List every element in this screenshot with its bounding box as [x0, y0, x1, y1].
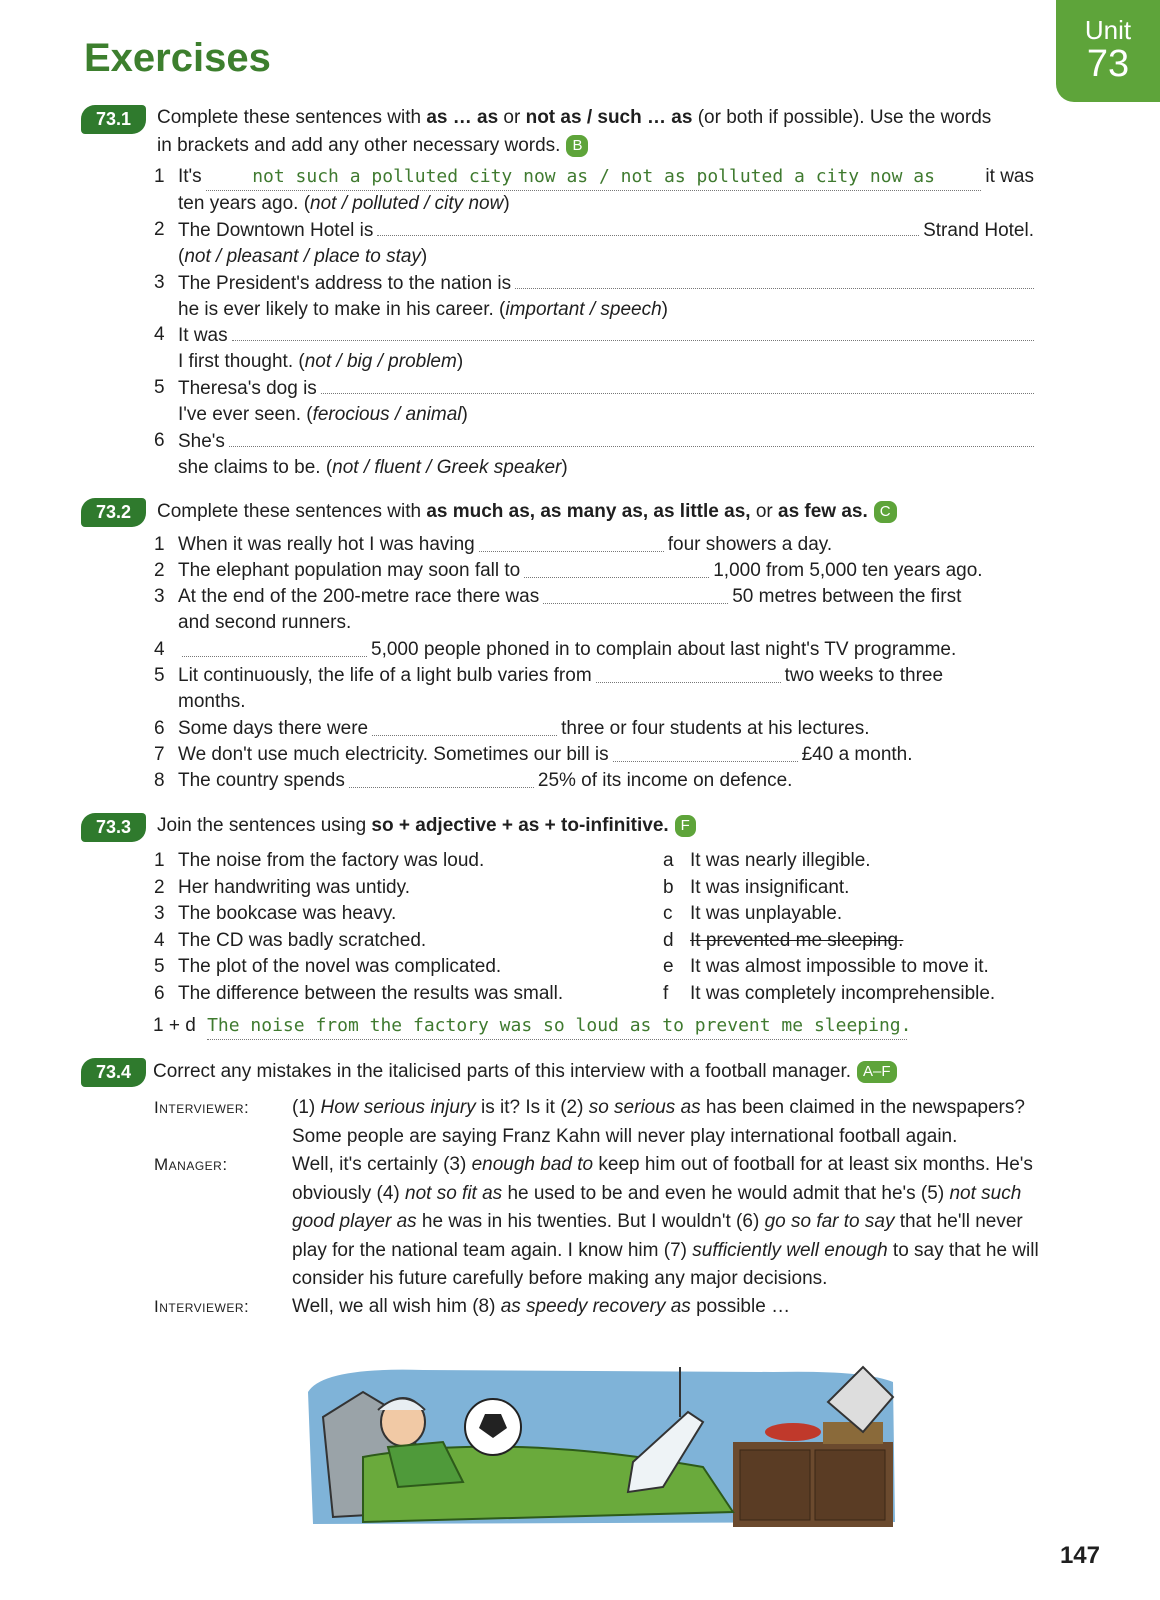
sentence-line — [178, 558, 983, 584]
instruction-text: Correct any mistakes in the italicised parts of this interview with a football manager. — [153, 1061, 852, 1082]
item-number: 6 — [154, 430, 165, 451]
sentence-text: She's — [178, 431, 225, 452]
item-number: 2 — [154, 219, 165, 240]
answer-blank[interactable] — [479, 533, 664, 552]
sentence-text: 5,000 people phoned in to complain about last night's TV programme. — [371, 639, 957, 660]
sentence-text: The plot of the novel was complicated. — [178, 956, 502, 977]
item-number: 1 — [154, 534, 165, 555]
sentence-text: At the end of the 200-metre race there was — [178, 586, 540, 607]
unit-tab — [1056, 0, 1160, 102]
football-boots — [765, 1423, 821, 1441]
item-letter: e — [663, 956, 674, 977]
speaker-interviewer: Interviewer: — [154, 1098, 250, 1117]
instruction-text: Complete these sentences with as … as or not as / such … as (or both if possible). Use the words in brackets and add any other necessary words. — [157, 107, 992, 156]
instruction-text: Join the sentences using so + adjective + as + to-infinitive. — [157, 815, 669, 836]
item-letter: b — [663, 876, 674, 898]
item-number: 8 — [154, 770, 165, 791]
example-label: 1 + d — [153, 1015, 196, 1036]
sentence-text: It was insignificant. — [690, 876, 850, 898]
sentence-line: she claims to be. (not / fluent / Greek speaker) — [178, 457, 568, 478]
sentence-text: The elephant population may soon fall to — [178, 560, 521, 581]
sentence-line — [178, 637, 956, 663]
item-number: 4 — [154, 324, 165, 345]
sentence-text: The noise from the factory was loud. — [178, 850, 485, 871]
sentence-line — [178, 217, 1034, 244]
item-letter: f — [663, 982, 669, 1004]
sentence-text: Some days there were — [178, 718, 369, 739]
sentence-text: three or four students at his lectures. — [561, 718, 870, 739]
exercise-instruction — [157, 498, 1007, 526]
answer-blank[interactable] — [377, 217, 919, 236]
sentence-line — [178, 532, 832, 558]
answer-blank[interactable] — [321, 375, 1034, 394]
exercise-instruction — [157, 812, 1007, 840]
sentence-line: and second runners. — [178, 612, 352, 633]
item-number: 5 — [154, 377, 165, 398]
speaker-manager: Manager: — [154, 1155, 228, 1174]
exercise-instruction — [153, 1058, 1053, 1086]
section-ref-badge: C — [874, 501, 897, 523]
item-letter: a — [663, 850, 674, 871]
exercise-badge: 73.1 — [81, 105, 146, 134]
item-number: 1 — [154, 166, 165, 187]
item-number: 4 — [154, 929, 165, 951]
sentence-line — [178, 663, 943, 689]
exercise-badge: 73.4 — [81, 1058, 146, 1087]
cartoon-injured-footballer-illustration — [303, 1362, 903, 1532]
sentence-text: It's — [178, 166, 202, 187]
sentence-text: 1,000 from 5,000 ten years ago. — [713, 560, 983, 581]
sentence-text: The Downtown Hotel is — [178, 220, 374, 241]
sentence-line: I first thought. (not / big / problem) — [178, 351, 464, 372]
item-number: 4 — [154, 639, 165, 660]
sentence-line — [178, 716, 869, 742]
sentence-line — [178, 428, 1034, 455]
sentence-line — [178, 742, 913, 768]
item-number: 2 — [154, 876, 165, 898]
sentence-text: it was — [985, 166, 1034, 187]
sentence-text: It was — [178, 325, 228, 346]
unit-number: 73 — [1086, 43, 1130, 85]
interview-paragraph: (1) How serious injury is it? Is it (2) so serious as has been claimed in the newspapers? Some people are saying Franz Kahn will never play international football again. — [292, 1097, 1025, 1147]
sentence-text: 25% of its income on defence. — [537, 770, 793, 791]
answer-blank[interactable] — [613, 743, 798, 762]
item-number: 3 — [154, 903, 165, 924]
answer-blank[interactable] — [229, 428, 1034, 447]
interview-paragraph: Well, we all wish him (8) as speedy recovery as possible … — [292, 1296, 791, 1317]
sentence-line — [178, 584, 961, 610]
sentence-line: ten years ago. (not / polluted / city now) — [178, 193, 510, 214]
instruction-text: Complete these sentences with as much as, as many as, as little as, or as few as. — [157, 501, 868, 522]
sentence-line: (not / pleasant / place to stay) — [178, 246, 428, 267]
sentence-line: he is ever likely to make in his career. (important / speech) — [178, 299, 668, 320]
speaker-interviewer: Interviewer: — [154, 1297, 250, 1316]
section-ref-badge: F — [675, 815, 696, 837]
sentence-text: The President's address to the nation is — [178, 273, 512, 294]
exercise-instruction — [157, 104, 1007, 160]
example-answer: The noise from the factory was so loud as to prevent me sleeping. — [207, 1013, 907, 1040]
example-answer-line — [153, 1013, 912, 1040]
sentence-text: Strand Hotel. — [923, 220, 1034, 241]
exercise-badge: 73.2 — [81, 498, 146, 527]
item-number: 7 — [154, 744, 165, 765]
section-ref-badge: B — [566, 135, 588, 157]
page-number: 147 — [1059, 1542, 1100, 1569]
answer-blank[interactable] — [543, 585, 728, 604]
sentence-text: It was completely incomprehensible. — [690, 982, 996, 1004]
item-number: 1 — [154, 850, 165, 871]
item-letter: c — [663, 903, 673, 924]
sentence-text: The country spends — [178, 770, 345, 791]
sentence-text: £40 a month. — [801, 744, 913, 765]
item-number: 5 — [154, 665, 165, 686]
answer-blank[interactable] — [596, 664, 781, 683]
sentence-line — [178, 322, 1034, 349]
answer-blank[interactable] — [232, 322, 1034, 341]
sentence-text: Lit continuously, the life of a light bulb varies from — [178, 665, 592, 686]
sentence-text: The difference between the results was small. — [178, 982, 564, 1004]
sentence-text: It prevented me sleeping. — [690, 929, 904, 951]
item-number: 2 — [154, 560, 165, 581]
sentence-text: It was almost impossible to move it. — [690, 956, 989, 977]
sentence-line: I've ever seen. (ferocious / animal) — [178, 404, 468, 425]
item-number: 5 — [154, 956, 165, 977]
exercise-badge: 73.3 — [81, 813, 146, 842]
sentence-line — [178, 375, 1034, 402]
trophy-base — [823, 1422, 883, 1444]
sentence-text: It was unplayable. — [690, 903, 843, 924]
page-title: Exercises — [84, 36, 271, 80]
sentence-text: Her handwriting was untidy. — [178, 876, 410, 898]
item-letter: d — [663, 929, 674, 951]
sentence-text: four showers a day. — [667, 534, 833, 555]
sentence-text: We don't use much electricity. Sometimes our bill is — [178, 744, 609, 765]
sentence-text: The bookcase was heavy. — [178, 903, 397, 924]
answer-blank[interactable] — [349, 769, 534, 788]
sentence-text: 50 metres between the first — [732, 586, 962, 607]
answer-blank[interactable] — [524, 559, 709, 578]
interview-paragraph: Well, it's certainly (3) enough bad to keep him out of football for at least six months. He's obviously (4) not so fit as he used to be and even he would admit that he's (5) not such good player as he was in his twenties. But I wouldn't (6) go so far to say that he'll never play for the national team again. I know him (7) sufficiently well enough to say that he will consider his future carefully before making any major decisions. — [292, 1154, 1039, 1289]
sentence-line — [178, 164, 1034, 191]
sentence-text: The CD was badly scratched. — [178, 929, 427, 951]
sentence-line: months. — [178, 691, 246, 712]
item-number: 6 — [154, 982, 165, 1004]
item-number: 3 — [154, 586, 165, 607]
item-number: 3 — [154, 272, 165, 293]
answer-blank[interactable] — [182, 638, 367, 657]
item-number: 6 — [154, 718, 165, 739]
sentence-text: It was nearly illegible. — [690, 850, 871, 871]
section-ref-badge: A–F — [857, 1061, 897, 1083]
sentence-text: two weeks to three — [784, 665, 944, 686]
answer-blank[interactable]: not such a polluted city now as / not as polluted a city now as — [206, 164, 982, 191]
unit-label: Unit — [1084, 15, 1132, 45]
sentence-line — [178, 768, 792, 794]
sentence-text: Theresa's dog is — [178, 378, 317, 399]
answer-blank[interactable] — [372, 717, 557, 736]
answer-blank[interactable] — [515, 270, 1034, 289]
sentence-line — [178, 270, 1034, 297]
sentence-text: When it was really hot I was having — [178, 534, 475, 555]
